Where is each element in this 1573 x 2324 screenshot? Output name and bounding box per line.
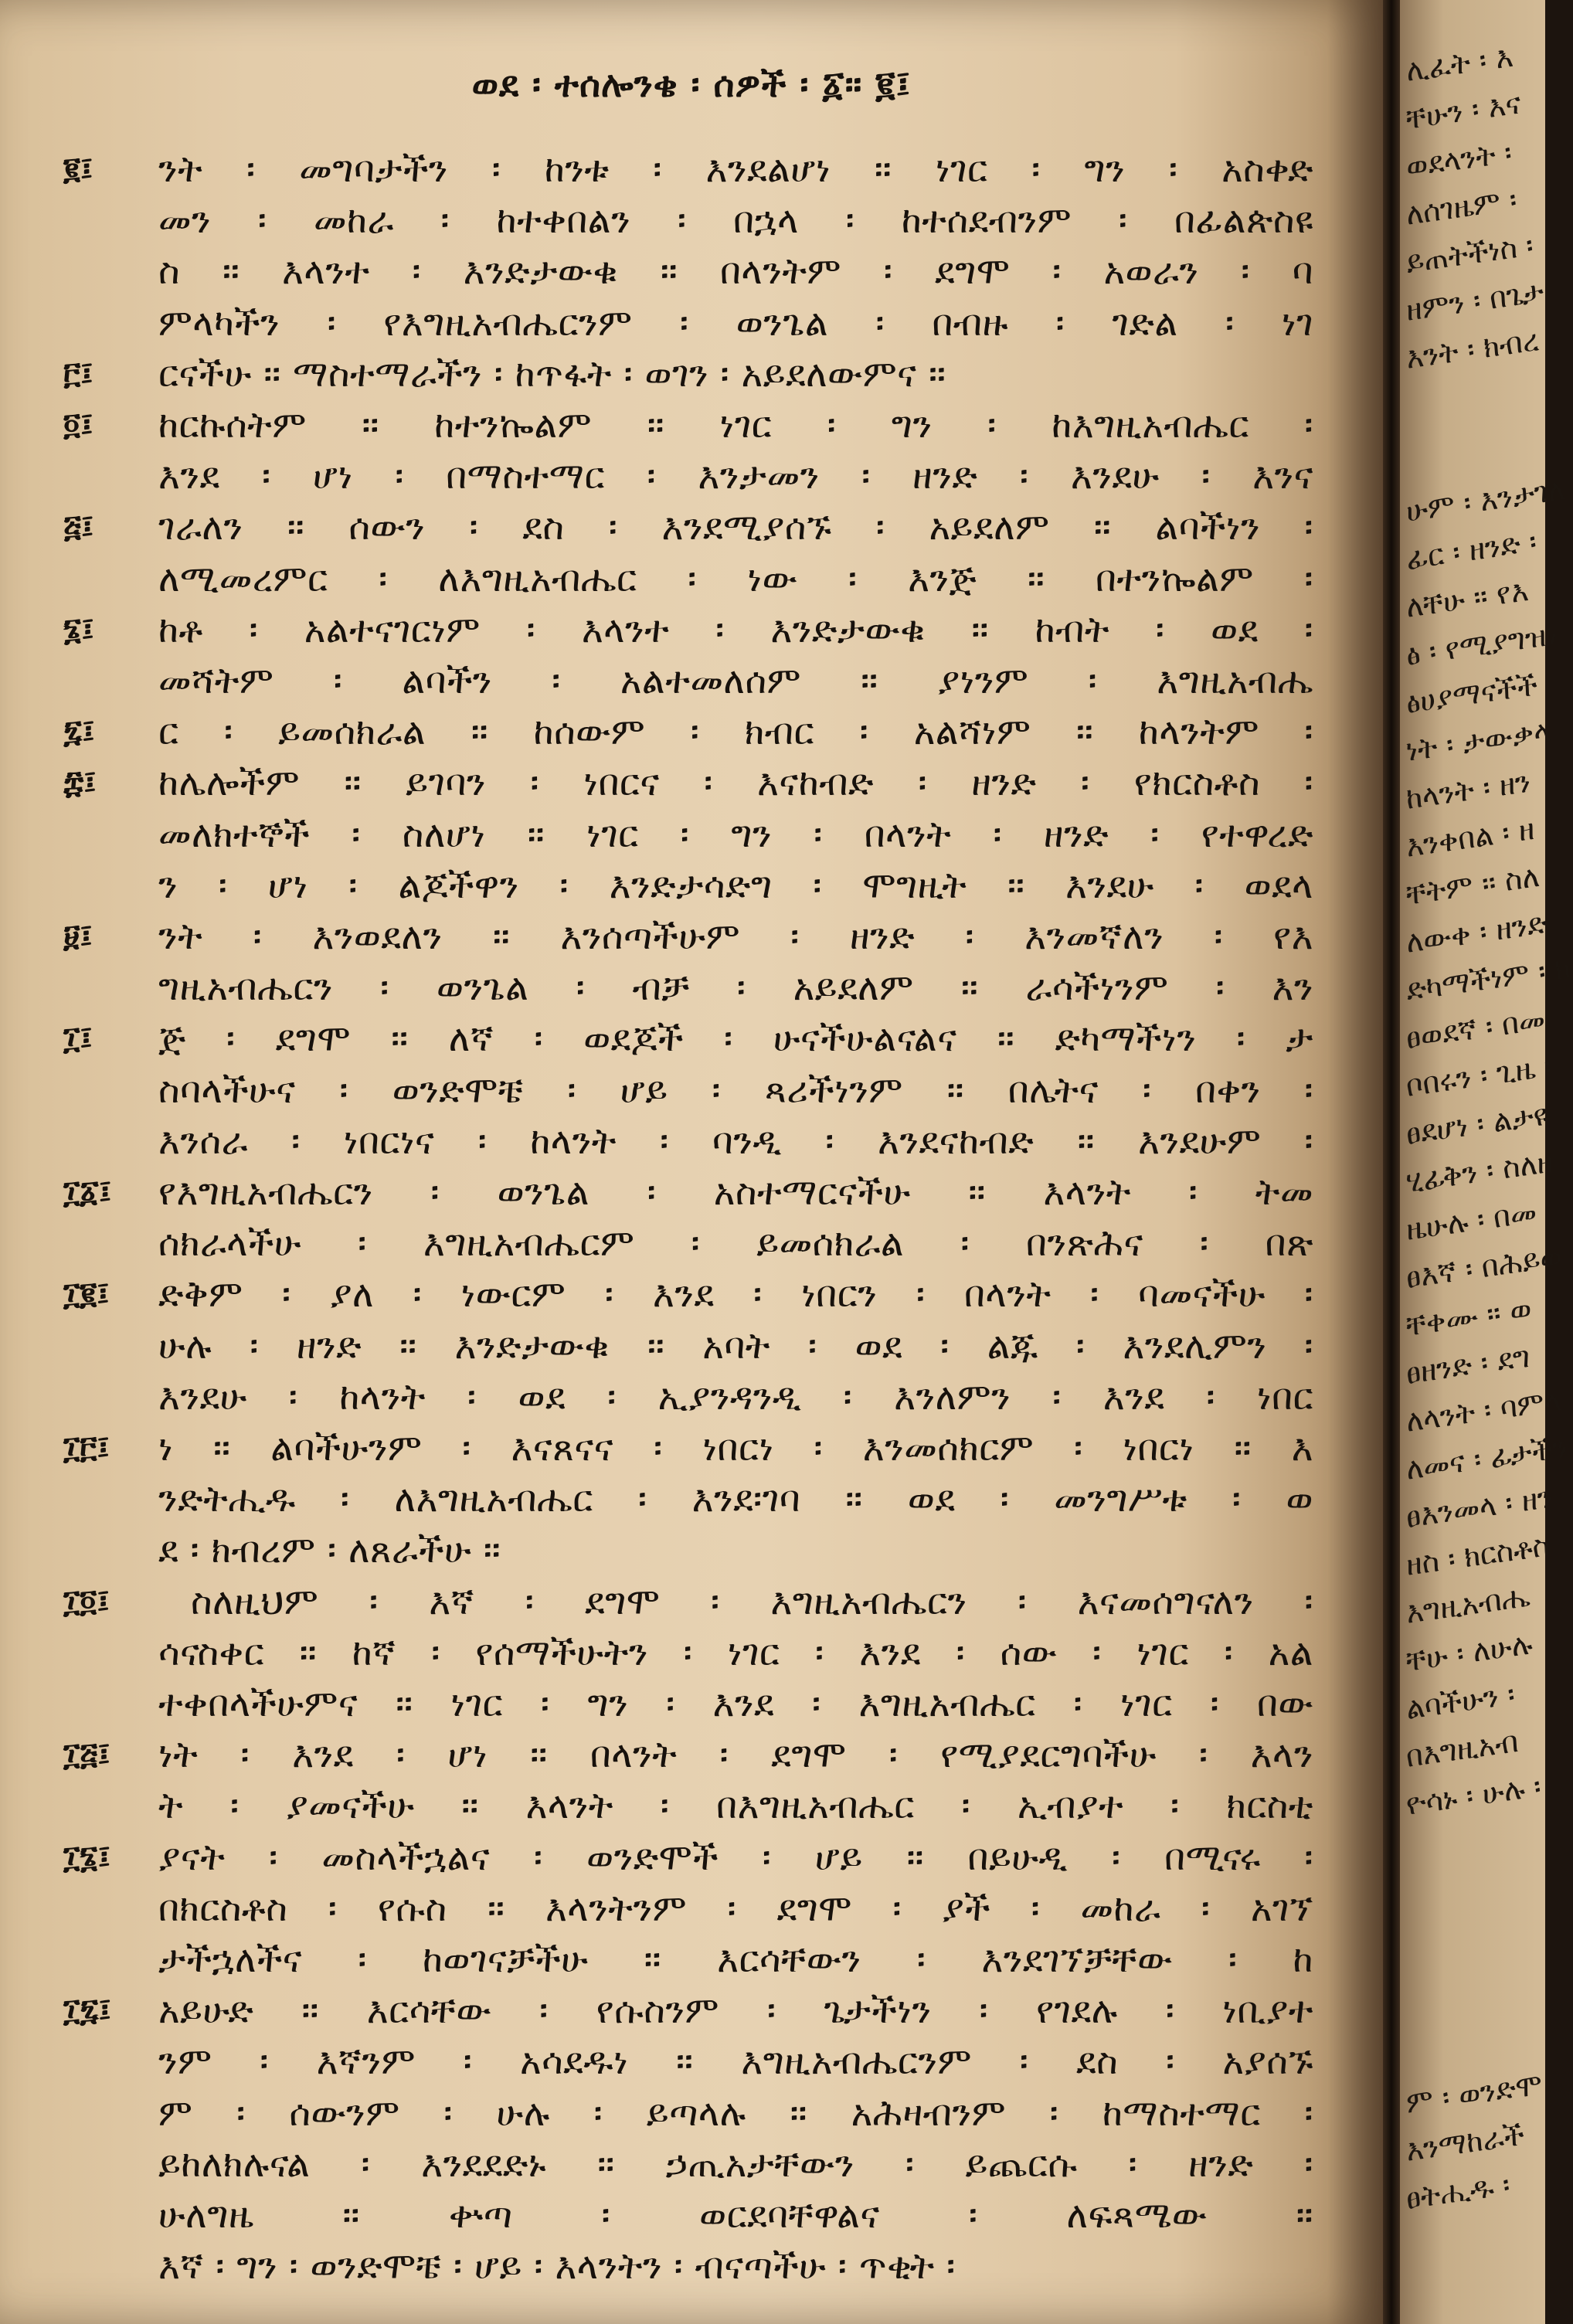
- text-line: ት ፡ ያመናችሁ ። እላንት ፡ በእግዚአብሔር ፡ ኢብያተ ፡ ክርስቲ: [158, 1785, 1313, 1828]
- facing-text-line: እንቀበል ፡ ዘ: [1403, 811, 1537, 864]
- verse-number: ፰፤: [63, 765, 97, 801]
- text-line: ር ፡ ይመሰክራል ። ከሰውም ፡ ክብር ፡ አልሻነም ። ከላንትም ፡: [158, 711, 1313, 754]
- text-line: መሻትም ፡ ልባችን ፡ አልተመለሰም ። ያነንም ፡ እግዚአብሔ: [158, 660, 1313, 702]
- facing-text-line: ዘስ ፡ ክርስቶስ: [1403, 1528, 1552, 1582]
- text-line: ነ ። ልባችሁንም ፡ እናጸናና ፡ ነበርነ ፡ እንመሰክርም ፡ ነበርነ ። እ: [158, 1427, 1313, 1469]
- verse-number: ፲፭፤: [63, 1737, 110, 1773]
- facing-text-line: ከላንት ፡ ዘን: [1403, 764, 1533, 816]
- text-line: ድቅም ፡ ያለ ፡ ነውርም ፡ እንደ ፡ ነበርን ፡ በላንት ፡ ባመናችሁ ፡: [158, 1273, 1313, 1317]
- facing-text-line: ቸሁን ፡ እና: [1403, 86, 1524, 136]
- text-line: ተቀበላችሁምና ። ነገር ፡ ግን ፡ እንደ ፡ እግዚአብሔር ፡ ነገር ፡ በው: [158, 1683, 1313, 1725]
- text-line: እንደሁ ፡ ከላንት ፡ ወደ ፡ ኢያንዳንዲ ፡ እንለምን ፡ እንደ ፡ ነበር: [158, 1375, 1313, 1419]
- text-line: ገራለን ። ሰውን ፡ ደስ ፡ እንደሚያሰኙ ፡ አይደለም ። ልባችነን ፡: [158, 506, 1313, 549]
- facing-text-line: ድካማችነም ፡ ክ: [1403, 950, 1573, 1007]
- verse-number: ፭፤: [63, 509, 94, 545]
- facing-text-line: ቸቀሙ ። ወ: [1403, 1291, 1534, 1343]
- verse-number: ፲፤: [63, 1021, 93, 1057]
- facing-text-line: ለመና ፡ ፊታችን: [1403, 1429, 1570, 1486]
- facing-text-line: ፀትሒዱ ፡: [1403, 2167, 1513, 2216]
- facing-text-line: ም ፡ ወንድሞ: [1403, 2067, 1545, 2120]
- facing-text-line: ፀወደኛ ፡ በመ: [1403, 1001, 1548, 1055]
- facing-text-line: ፀእንመላ ፡ ዘን: [1403, 1480, 1555, 1534]
- facing-text-line: ሊፈት ፡ እ: [1403, 39, 1515, 88]
- verse-number: ፲፬፤: [63, 1583, 110, 1619]
- facing-text-line: እግዚአብሔ: [1403, 1578, 1532, 1630]
- text-line: ም ፡ ሰውንም ፡ ሁሉ ፡ ይጣላሉ ። አሕዛብንም ፡ ከማስተማር ፡: [158, 2091, 1313, 2135]
- facing-text-line: ዮሳኑ ፡ ሁሉ ፡: [1403, 1768, 1544, 1822]
- verse-number: ፲፩፤: [63, 1174, 112, 1210]
- facing-text-line: ለቸሁ ። የእ: [1403, 573, 1531, 624]
- text-line: ከሌሎችም ። ይገባን ፡ ነበርና ፡ እናከብድ ፡ ዘንድ ፡ የክርስቶስ ፡: [158, 762, 1313, 805]
- text-line: ንት ፡ መግባታችን ፡ ከንቱ ፡ እንደልሆነ ። ነገር ፡ ግን ፡ አስቀድ: [158, 148, 1313, 191]
- text-line: በክርስቶስ ፡ የሱስ ። እላንትንም ፡ ደግሞ ፡ ያች ፡ መከራ ፡ አገኘ: [158, 1887, 1313, 1930]
- text-line: እንሰራ ፡ ነበርነና ፡ ከላንት ፡ ባንዲ ፡ እንደናከብድ ። እንደሁም ፡: [158, 1120, 1313, 1163]
- text-line: እንደ ፡ ሆነ ፡ በማስተማር ፡ እንታመን ፡ ዘንድ ፡ እንደሁ ፡ እንና: [158, 455, 1313, 498]
- text-line: ለሚመረምር ፡ ለእግዚአብሔር ፡ ነው ፡ እንጅ ። በተንኰልም ፡: [158, 557, 1313, 600]
- facing-text-line: ቸሁ ፡ ለሁሉ: [1403, 1626, 1535, 1678]
- facing-text-line: ሁም ፡ እንታገለ: [1403, 472, 1568, 528]
- facing-text-line: ፅሀያማናችች: [1403, 668, 1540, 720]
- text-line: ያናት ፡ መስላችኋልና ፡ ወንድሞች ፡ ሆይ ። በይሁዲ ፡ በሚናሩ ፡: [158, 1836, 1313, 1879]
- facing-text-line: ለላንት ፡ ባምላ: [1403, 1383, 1564, 1439]
- facing-text-line: ነት ፡ ታውቃላ: [1403, 713, 1553, 768]
- text-line: አይሁድ ። እርሳቸው ፡ የሱስንም ፡ ጌታችነን ፡ የገደሉ ፡ ነቢያተ: [158, 1989, 1313, 2033]
- text-line: ሁሉ ፡ ዘንድ ። እንድታውቁ ። አባት ፡ ወደ ፡ ልጁ ፡ እንደሊምን ፡: [158, 1324, 1313, 1368]
- verse-number: ፲፯፤: [63, 1993, 111, 2029]
- text-line: መለክተኞች ፡ ስለሆነ ። ነገር ፡ ግን ፡ በላንት ፡ ዘንድ ፡ የተዋረድ: [158, 813, 1313, 856]
- text-line: ስለዚህም ፡ እኛ ፡ ደግሞ ፡ እግዚአብሔርን ፡ እናመሰግናለን ፡: [191, 1580, 1313, 1623]
- text-line: ይከለክሉናል ፡ እንደደድኑ ። ኃጢአታቸውን ፡ ይጨርሱ ፡ ዘንድ ፡: [158, 2142, 1313, 2186]
- text-line: የእግዚአብሔርን ፡ ወንጌል ፡ አስተማርናችሁ ። እላንት ፡ ትመ: [158, 1171, 1313, 1214]
- text-line: ርናችሁ ። ማስተማራችን ፡ ከጥፋት ፡ ወገን ፡ አይደለውምና ።: [158, 352, 946, 396]
- facing-text-line: ልባችሁን ፡: [1403, 1677, 1517, 1726]
- facing-text-line: ፀደሆነ ፡ ልታዩ: [1403, 1097, 1551, 1151]
- verse-number: ፯፤: [63, 714, 95, 750]
- facing-text-line: ለውቀ ፡ ዘንድ: [1403, 905, 1550, 960]
- facing-page: [1400, 0, 1573, 2324]
- text-line: ግዚአብሔርን ፡ ወንጌል ፡ ብቻ ፡ አይደለም ። ራሳችነንም ፡ እን: [158, 967, 1313, 1010]
- book-gutter: [1383, 0, 1400, 2324]
- facing-text-line: ለሰገዜም ፡: [1403, 182, 1519, 232]
- verse-number: ፬፤: [63, 407, 93, 443]
- text-line: ን ፡ ሆነ ፡ ልጆችዋን ፡ እንድታሳድግ ፡ ሞግዚት ። እንደሁ ፡ ወደላ: [158, 864, 1313, 907]
- text-line: እኛ ፡ ግን ፡ ወንድሞቼ ፡ ሆይ ፡ እላንትን ፡ ብናጣችሁ ፡ ጥቂት ፡: [158, 2245, 956, 2288]
- verse-number: ፲፫፤: [63, 1430, 110, 1466]
- verse-number: ፲፮፤: [63, 1839, 110, 1875]
- facing-text-line: እንት ፡ ክብረ: [1403, 323, 1541, 375]
- verse-number: ፮፤: [63, 611, 94, 647]
- verse-number: ፱፤: [63, 919, 93, 954]
- text-line: ከርኩሰትም ። ከተንኰልም ። ነገር ፡ ግን ፡ ከእግዚአብሔር ፡: [158, 404, 1313, 447]
- facing-text-line: ሂፊቅን ፡ ስለዘ: [1403, 1144, 1555, 1199]
- text-line: ከቶ ፡ አልተናገርነም ፡ እላንተ ፡ እንድታውቁ ። ከብት ፡ ወደ ፡: [158, 608, 1313, 651]
- facing-text-line: ፊር ፡ ዘንድ ፡: [1403, 524, 1539, 576]
- facing-text-line: ፅ ፡ የሚያግዝነ: [1403, 617, 1560, 672]
- text-line: ታችኋለችና ፡ ከወገናቻችሁ ። እርሳቸውን ፡ እንደገኘቻቸው ፡ ከ: [158, 1938, 1313, 1981]
- verse-number: ፪፤: [63, 151, 93, 187]
- facing-text-line: በእግዚአብ: [1403, 1724, 1520, 1774]
- facing-text-line: ይጠትችነስ ፡: [1403, 228, 1536, 280]
- facing-text-line: ቦበሩን ፡ ጊዜ ፡: [1403, 1048, 1554, 1103]
- text-line: ንም ፡ እኛንም ፡ አሳደዱነ ። እግዚአብሔርንም ፡ ደስ ፡ አያሰኙ: [158, 2040, 1313, 2084]
- text-line: መን ፡ መከራ ፡ ከተቀበልን ፡ በኋላ ፡ ከተሰደብንም ፡ በፊልጵስዩ: [158, 199, 1313, 243]
- text-line: ስ ። እላንተ ፡ እንድታውቁ ። በላንትም ፡ ደግሞ ፡ አወራን ፡ ባ: [158, 250, 1313, 294]
- text-line: ነት ፡ እንደ ፡ ሆነ ። በላንት ፡ ደግሞ ፡ የሚያደርግባችሁ ፡ እላን: [158, 1734, 1313, 1777]
- verse-number: ፫፤: [63, 355, 93, 392]
- page-header: ወደ ፡ ተሰሎንቄ ፡ ሰዎች ፡ ፩። ፪፤: [471, 63, 912, 105]
- facing-text-line: ፀዘንድ ፡ ደግ: [1403, 1339, 1533, 1391]
- facing-text-line: ዜሁሉ ፡ በመ: [1403, 1194, 1539, 1247]
- text-line: ንት ፡ እንወደለን ። እንሰጣችሁም ፡ ዘንድ ፡ እንመኛለን ፡ የእ: [158, 916, 1313, 958]
- facing-text-line: እንማከራች: [1403, 2117, 1527, 2168]
- facing-text-line: ዘምን ፡ በጌታ: [1403, 274, 1546, 328]
- facing-text-line: ፀእኛ ፡ በሕይወ: [1403, 1238, 1565, 1295]
- text-line: ደ ፡ ክብረም ፡ ለጸራችሁ ።: [158, 1529, 501, 1572]
- text-line: ሰክራላችሁ ፡ እግዚአብሔርም ፡ ይመሰክራል ፡ በንጽሕና ፡ በጽ: [158, 1222, 1313, 1266]
- text-line: ምላካችን ፡ የእግዚአብሔርንም ፡ ወንጌል ፡ በብዙ ፡ ገድል ፡ ነገ: [158, 301, 1313, 345]
- facing-text-line: ቸትም ። ስለ: [1403, 859, 1542, 912]
- facing-text-line: ወደላንት ፡: [1403, 135, 1514, 184]
- text-line: ሳናስቀር ። ከኛ ፡ የሰማችሁትን ፡ ነገር ፡ እንደ ፡ ሰው ፡ ነገር ፡ አል: [158, 1631, 1313, 1674]
- text-line: ጅ ፡ ደግሞ ። ለኛ ፡ ወደጆች ፡ ሁናችሁልናልና ። ድካማችነን ፡ ታ: [158, 1018, 1313, 1061]
- text-line: ስባላችሁና ፡ ወንድሞቼ ፡ ሆይ ፡ ጻሪችነንም ። በሌትና ፡ በቀን ፡: [158, 1069, 1313, 1112]
- text-line: ንድትሒዱ ፡ ለእግዚአብሔር ፡ እንደ፡ገባ ። ወደ ፡ መንግሥቱ ፡ ወ: [158, 1478, 1313, 1521]
- text-line: ሁለግዜ ። ቍጣ ፡ ወርደባቸዋልና ፡ ለፍጻሜው ።: [158, 2194, 1313, 2237]
- verse-number: ፲፪፤: [63, 1276, 110, 1313]
